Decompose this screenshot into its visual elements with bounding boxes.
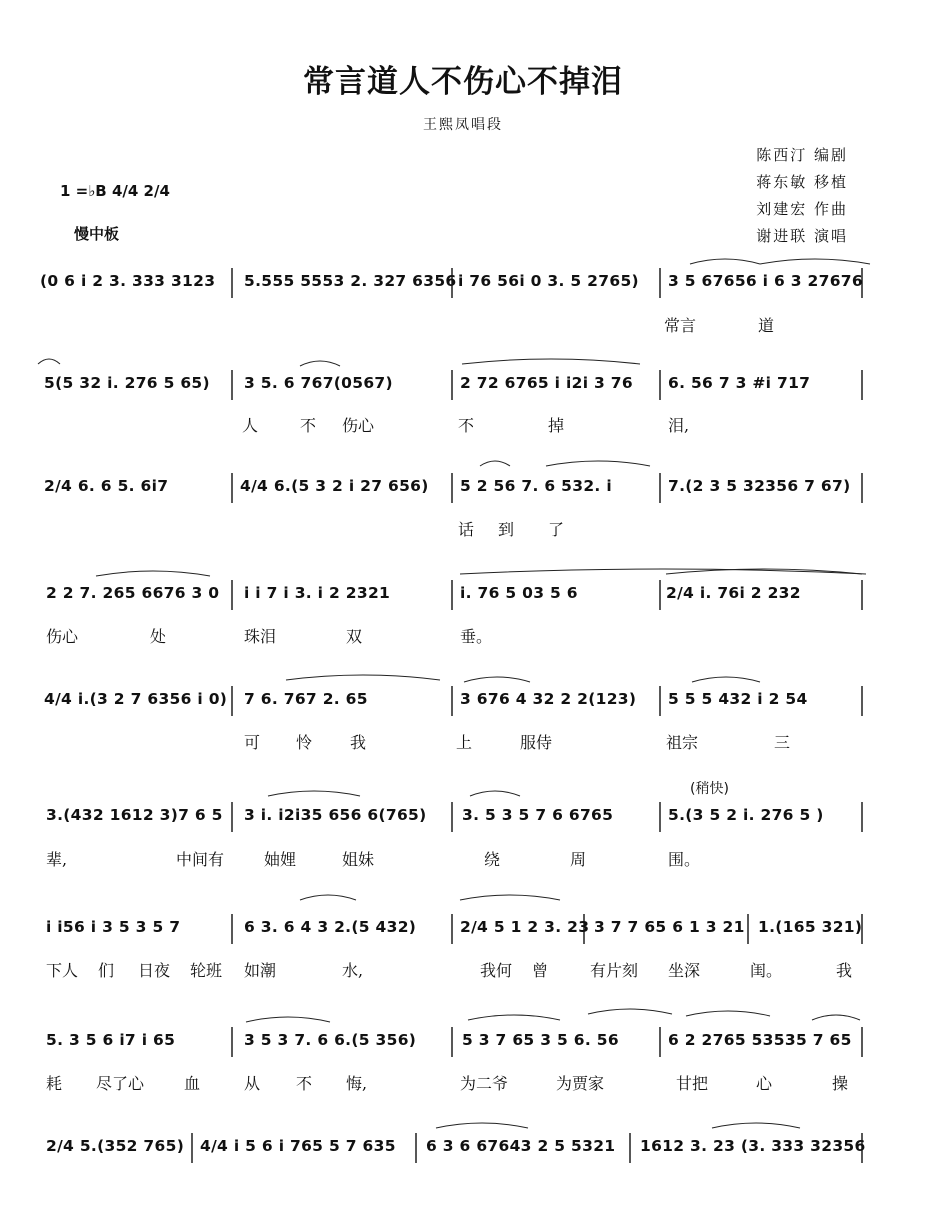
lyric: 为二爷 <box>460 1074 509 1093</box>
measure: 6 2 2765 53535 7 65 <box>668 1031 852 1049</box>
lyric: 为贾家 <box>556 1074 605 1093</box>
lyric: 耗 <box>46 1074 63 1093</box>
lyric: 辈, <box>46 850 68 869</box>
lyric: 水, <box>342 961 364 980</box>
lyric: 上 <box>456 733 473 752</box>
measure: i. 76 5 03 5 6 <box>460 584 578 602</box>
lyric: 我何 <box>480 961 513 980</box>
measure: 4/4 i 5 6 i 765 5 7 635 <box>200 1137 396 1155</box>
measure: 2 72 6765 i i2i 3 76 <box>460 374 633 392</box>
credit-adapter: 蒋东敏 移植 <box>756 173 848 191</box>
measure: i 76 56i 0 3. 5 2765) <box>458 272 639 290</box>
lyric: 怜 <box>296 733 313 752</box>
measure: 5. 3 5 6 i7 i 65 <box>46 1031 176 1049</box>
lyric: 曾 <box>532 961 549 980</box>
song-subtitle: 王熙凤唱段 <box>423 117 503 133</box>
lyric: 血 <box>184 1074 201 1093</box>
measure: 4/4 6.(5 3 2 i 27 656) <box>240 477 429 495</box>
slur <box>812 1015 860 1020</box>
lyric: 常言 <box>664 316 697 335</box>
slur <box>470 791 520 796</box>
measure: 3. 5 3 5 7 6 6765 <box>462 806 614 824</box>
measure: 5 2 56 7. 6 532. i <box>460 477 612 495</box>
slur <box>690 259 760 264</box>
lyric: 不 <box>458 416 475 435</box>
slur <box>480 461 510 466</box>
lyric: 掉 <box>548 416 565 435</box>
lyric: 我 <box>350 733 367 752</box>
lyric: 可 <box>244 733 261 752</box>
lyric: 人 <box>242 416 259 435</box>
measure: 3 676 4 32 2 2(123) <box>460 690 637 708</box>
measure: (0 6 i 2 3. 333 3123 <box>40 272 216 290</box>
key-signature: 1 =♭B 4/4 2/4 <box>60 182 170 200</box>
lyric: 不 <box>296 1074 313 1093</box>
lyric: 了 <box>548 520 565 539</box>
lyric: 们 <box>98 961 115 980</box>
slur <box>464 677 530 682</box>
slur <box>300 361 340 366</box>
lyric: 有片刻 <box>590 961 639 980</box>
slur <box>286 675 440 680</box>
lyric: 尽了心 <box>96 1074 145 1093</box>
measure: 4/4 i.(3 2 7 6356 i 0) <box>44 690 228 708</box>
measure: 2/4 6. 6 5. 6i7 <box>44 477 169 495</box>
credit-playwright: 陈西汀 编剧 <box>756 146 848 164</box>
measure: 2/4 i. 76i 2 232 <box>666 584 801 602</box>
lyric: 悔, <box>346 1074 368 1093</box>
measure: 2/4 5 1 2 3. 23 <box>460 918 590 936</box>
lyric: 道 <box>758 316 775 335</box>
lyric: 泪, <box>668 416 690 435</box>
lyric: 闺。 <box>750 961 783 980</box>
measure: 3 5 67656 i 6 3 27676 <box>668 272 863 290</box>
lyric: 围。 <box>668 850 701 869</box>
lyric: 日夜 <box>138 961 171 980</box>
credit-composer: 刘建宏 作曲 <box>756 200 848 218</box>
measure: 2/4 5.(352 765) <box>46 1137 185 1155</box>
measure: 2 2 7. 265 6676 3 0 <box>46 584 220 602</box>
slur <box>460 895 560 900</box>
lyric: 祖宗 <box>666 733 699 752</box>
measure: 3 i. i2i35 656 6(765) <box>244 806 427 824</box>
lyric: 处 <box>150 627 167 646</box>
slur <box>712 1123 800 1128</box>
lyric: 坐深 <box>668 961 701 980</box>
measure: 3 7 7 65 6 1 3 21 <box>594 918 745 936</box>
slur <box>96 571 210 576</box>
measure: i i56 i 3 5 3 5 7 <box>46 918 181 936</box>
slur <box>468 1015 560 1020</box>
lyric: 珠泪 <box>244 627 277 646</box>
lyric: 伤心 <box>342 416 375 435</box>
lyric: 中间有 <box>176 850 225 869</box>
slur <box>546 461 650 466</box>
lyric: 周 <box>570 850 587 869</box>
measure: 7.(2 3 5 32356 7 67) <box>668 477 851 495</box>
slur <box>38 359 60 364</box>
song-title: 常言道人不伤心不掉泪 <box>303 64 623 100</box>
credit-singer: 谢进联 演唱 <box>756 227 848 245</box>
measure: 5.555 5553 2. 327 6356 <box>244 272 457 290</box>
lyric: 如潮 <box>244 961 277 980</box>
lyric: 甘把 <box>676 1074 709 1093</box>
measure: 1.(165 321) <box>758 918 863 936</box>
slur <box>246 1017 330 1022</box>
lyric: 姐妹 <box>342 850 375 869</box>
lyric: 下人 <box>46 961 79 980</box>
lyric: 不 <box>300 416 317 435</box>
measure: 3 5. 6 767(0567) <box>244 374 393 392</box>
measure: 3.(432 1612 3)7 6 5 <box>46 806 223 824</box>
lyric: 三 <box>774 733 791 752</box>
measure: i i 7 i 3. i 2 2321 <box>244 584 391 602</box>
measure: 6. 56 7 3 #i 717 <box>668 374 811 392</box>
slur <box>268 791 360 796</box>
lyric: 妯娌 <box>264 850 297 869</box>
measure: 6 3. 6 4 3 2.(5 432) <box>244 918 417 936</box>
lyric: 心 <box>756 1074 773 1093</box>
lyric: 轮班 <box>190 961 223 980</box>
lyric: 操 <box>832 1074 849 1093</box>
lyric: 双 <box>346 627 363 646</box>
lyric: 话 <box>458 520 475 539</box>
measure: 3 5 3 7. 6 6.(5 356) <box>244 1031 417 1049</box>
slur <box>692 677 760 682</box>
measure: 5 5 5 432 i 2 54 <box>668 690 808 708</box>
lyric: 绕 <box>484 850 501 869</box>
measure: 5(5 32 i. 276 5 65) <box>44 374 210 392</box>
slur <box>300 895 356 900</box>
measure: 5.(3 5 2 i. 276 5 ) <box>668 806 824 824</box>
slur <box>436 1123 528 1128</box>
lyric: 垂。 <box>460 627 493 646</box>
lyric: 到 <box>498 520 515 539</box>
slur <box>588 1009 672 1014</box>
tempo-marking: 慢中板 <box>74 225 120 243</box>
lyric: 服侍 <box>520 733 553 752</box>
measure: 6 3 6 67643 2 5 5321 <box>426 1137 616 1155</box>
lyric: 从 <box>244 1074 261 1093</box>
measure: 7 6. 767 2. 65 <box>244 690 368 708</box>
slur <box>760 259 870 264</box>
measure: 1612 3. 23 (3. 333 32356 <box>640 1137 866 1155</box>
measure: 5 3 7 65 3 5 6. 56 <box>462 1031 619 1049</box>
tempo-hint: (稍快) <box>690 781 729 797</box>
slur <box>462 359 640 364</box>
lyric: 我 <box>836 961 853 980</box>
lyric: 伤心 <box>46 627 79 646</box>
slur <box>686 1011 770 1016</box>
